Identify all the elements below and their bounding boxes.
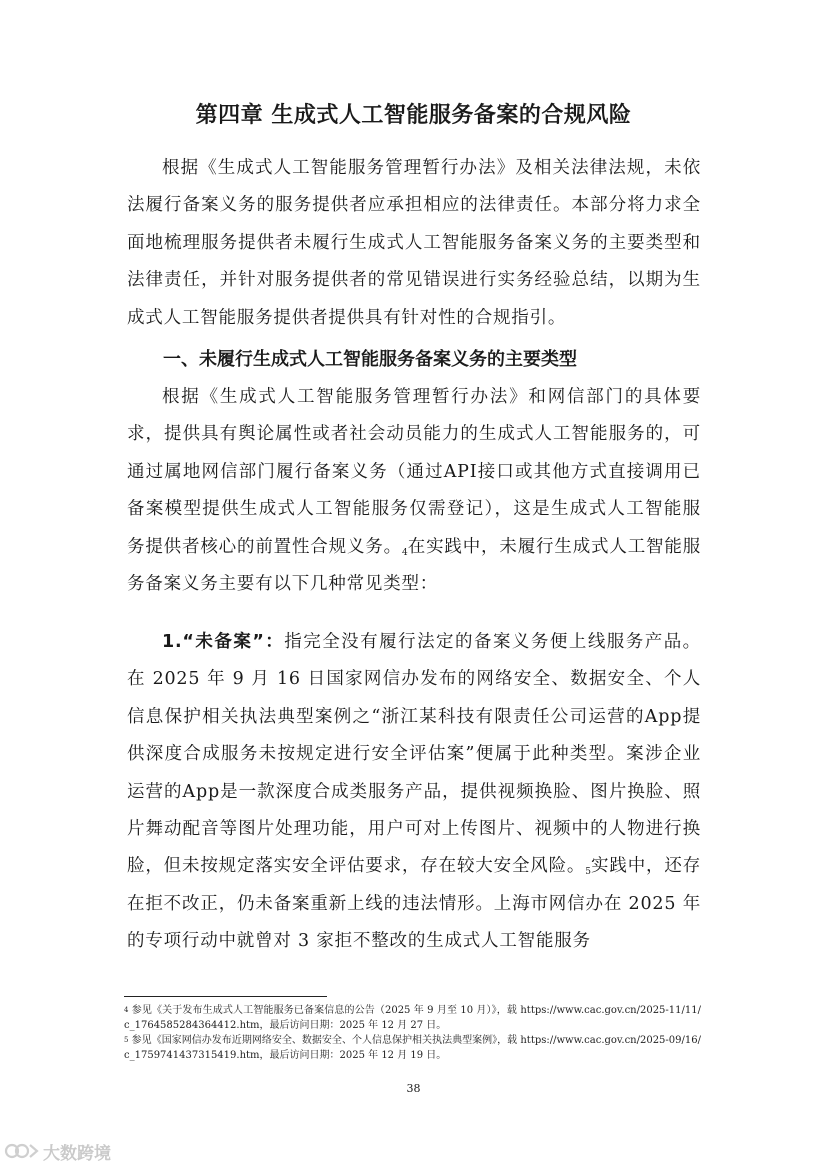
item-text: 指完全没有履行法定的备案义务便上线服务产品。在 2025 年 9 月 16 日国家网信办发布的网络安全、数据安全、个人信息保护相关执法典型案例之“浙江某科技有限责任公司运营的App提供深度合成服务未按规定进行安全评估案”便属于此种类型。案涉企业运营的App是一款深度合成类服务产品，提供视频换脸、图片换脸、照片舞动配音等图片处理功能，用户可对上传图片、视频中的人物进行换脸，但未按规定落实安全评估要求，存在较大安全风险。 [127, 632, 701, 877]
item-unfiled-paragraph [127, 624, 701, 961]
footnote-text: 参见《关于发布生成式人工智能服务已备案信息的公告（2025 年 9 月至 10 月）》，载 https://www.cac.gov.cn/2025-11/11/c_1764585284364412.htm，最后访问日期：2025 年 12 月 27 日。 [124, 1005, 701, 1031]
footnote-divider [124, 996, 327, 997]
intro-paragraph: 根据《生成式人工智能服务管理暂行办法》及相关法律法规，未依法履行备案义务的服务提供者应承担相应的法律责任。本部分将力求全面地梳理服务提供者未履行生成式人工智能服务备案义务的主要类型和法律责任，并针对服务提供者的常见错误进行实务经验总结，以期为生成式人工智能服务提供者提供具有针对性的合规指引。 [127, 158, 701, 328]
watermark [4, 1138, 111, 1164]
footnote-text: 参见《国家网信办发布近期网络安全、数据安全、个人信息保护相关执法典型案例》，载 https://www.cac.gov.cn/2025-09/16/c_1759741437315419.htm，最后访问日期：2025 年 12 月 19 日。 [124, 1035, 701, 1061]
footnote-ref-4[interactable]: 4 [401, 547, 408, 558]
section-heading: 一、未履行生成式人工智能服务备案义务的主要类型 [163, 349, 577, 370]
footnote-mark: 5 [124, 1036, 129, 1044]
requirements-paragraph [127, 379, 701, 603]
item-term: 1.“未备案”： [162, 632, 285, 652]
watermark-text: 大数跨境 [43, 1143, 111, 1164]
footnote-mark: 4 [124, 1006, 129, 1014]
page-number: 38 [406, 1082, 421, 1095]
footnote-item [124, 1003, 701, 1033]
item-text-continued: 实践中，还存在拒不改正，仍未备案重新上线的违法情形。上海市网信办在 2025 年的专项行动中就曾对 3 家拒不整改的生成式人工智能服务 [127, 856, 701, 952]
footnotes-list [124, 1003, 701, 1063]
watermark-logo-icon [4, 1140, 40, 1162]
requirements-text: 根据《生成式人工智能服务管理暂行办法》和网信部门的具体要求，提供具有舆论属性或者社会动员能力的生成式人工智能服务的，可通过属地网信部门履行备案义务（通过API接口或其他方式直接调用已备案模型提供生成式人工智能服务仅需登记），这是生成式人工智能服务提供者核心的前置性合规义务。 [127, 387, 701, 557]
requirements-text-continued: 在实践中，未履行生成式人工智能服务备案义务主要有以下几种常见类型： [127, 536, 701, 595]
chapter-title: 第四章 生成式人工智能服务备案的合规风险 [195, 103, 632, 128]
footnote-item [124, 1033, 701, 1063]
footnote-ref-5[interactable]: 5 [585, 867, 592, 878]
